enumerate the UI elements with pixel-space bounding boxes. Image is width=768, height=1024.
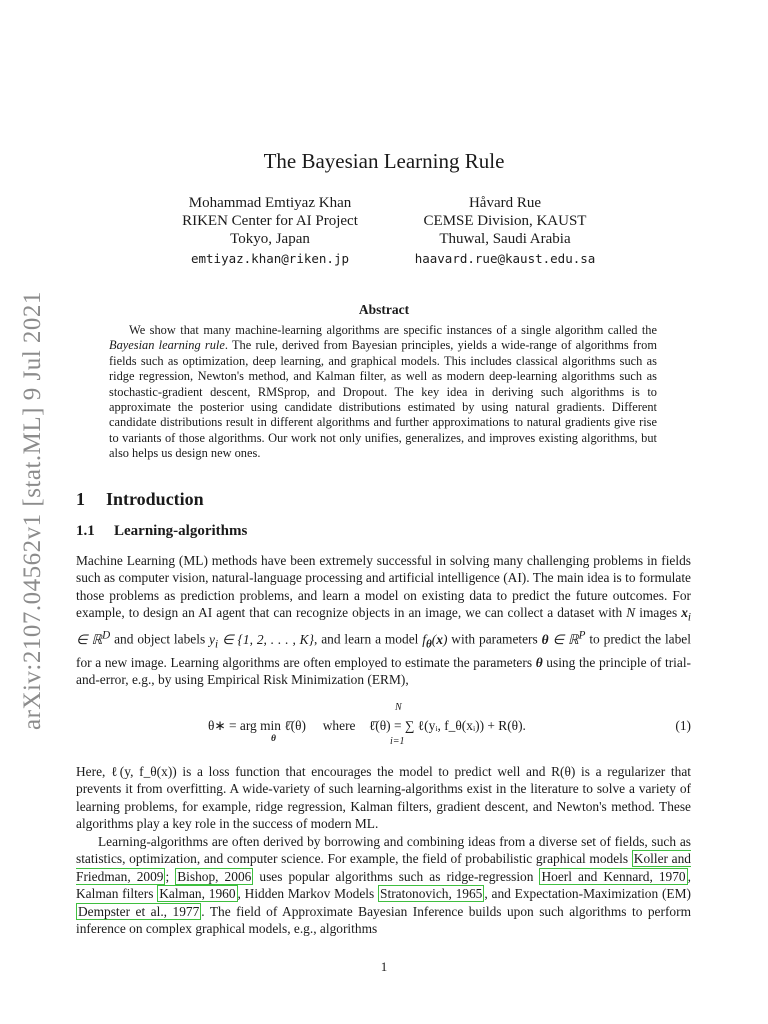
math-inline: $f_\theta(x)$ (422, 631, 448, 651)
subsection-heading (76, 523, 247, 540)
citation-link[interactable]: Bishop, 2006 (177, 868, 252, 884)
math-inline: θ (535, 654, 543, 670)
abstract-lead: We show that many machine-learning algorithms are specific instances of a single algorithm called the (129, 323, 657, 337)
text-run: , and Expectation-Maximization (EM) (484, 886, 691, 902)
author-affiliation: CEMSE Division, KAUST (423, 213, 587, 229)
author-name: Håvard Rue (468, 195, 542, 211)
text-run: images (635, 605, 682, 621)
equation-body (208, 718, 526, 734)
abstract-rest: . The rule, derived from Bayesian principles, yields a wide-range of algorithms from fields such as optimization, deep learning, and graphical models. This includes classical algorithms such as ridge regression, Newton's method, and Kalman filter, as well as modern deep-learning algorithms such as stochastic-gradient descent, RMSprop, and Dropout. The key idea in deriving such algorithms is to approximate the posterior using candidate distributions estimated by using natural gradients. Different candidate distributions result in different algorithms and further approximations to natural gradients give rise to variants of those algorithms. Our work not only unifies, generalizes, and improves existing algorithms, but also helps us design new ones. (109, 338, 657, 461)
author-block (385, 194, 625, 268)
math-inline: N (626, 605, 636, 621)
text-run: , Hidden Markov Models (237, 886, 379, 902)
equation-sum-lower: i=1 (390, 736, 405, 747)
subsection-title: Learning-algorithms (114, 523, 248, 539)
citation-link[interactable]: Kalman, 1960 (159, 886, 236, 902)
author-affiliation: RIKEN Center for AI Project (182, 213, 358, 229)
text-run: to predict the label for a new image. Learning algorithms are often employed to estimate the parameters (76, 631, 691, 670)
citation-link[interactable]: Stratonovich, 1965 (380, 886, 483, 902)
equation-number: (1) (675, 718, 691, 733)
abstract-emphasis: Bayesian learning rule (109, 338, 225, 353)
text-run: , Kalman filters (76, 868, 691, 902)
arxiv-stamp: arXiv:2107.04562v1 [stat.ML] 9 Jul 2021 (19, 291, 46, 730)
equation-argmin-subscript: θ (271, 734, 276, 744)
text-run: , and learn a model (313, 631, 423, 647)
equation-where: where (322, 718, 356, 733)
author-name: Mohammad Emtiyaz Khan (188, 195, 352, 211)
text-run: . The field of Approximate Bayesian Inference builds upon such algorithms to perform inference on complex graphical models, e.g., algorithms (76, 903, 691, 937)
subsection-number: 1.1 (76, 523, 95, 539)
citation-link[interactable]: Hoerl and Kennard, 1970 (541, 868, 686, 884)
text-run: uses popular algorithms such as ridge-regression (253, 868, 540, 884)
equation-right: ℓ̄(θ) = ∑ ℓ(yᵢ, f_θ(xᵢ)) + R(θ). (368, 718, 526, 733)
equation-left: θ∗ = arg min ℓ̄(θ) (208, 718, 307, 733)
text-run: using the principle of trial-and-error, e.g., by using Empirical Risk Minimization (ERM), (76, 654, 691, 688)
author-email[interactable]: haavard.rue@kaust.edu.sa (414, 251, 596, 266)
math-inline: x (681, 605, 688, 621)
author-email[interactable]: emtiyaz.khan@riken.jp (190, 251, 350, 266)
abstract-heading: Abstract (358, 302, 410, 317)
text-run: Learning-algorithms are often derived by borrowing and combining ideas from a diverse set of fields, such as statistics, optimization, and computer science. For example, the field of probabilistic graphical models (76, 834, 691, 867)
author-location: Tokyo, Japan (230, 231, 310, 247)
section-heading (76, 489, 204, 510)
paragraph (76, 833, 691, 937)
equation-1 (76, 702, 691, 750)
text-run: Machine Learning (ML) methods have been extremely successful in solving many challenging problems in fields such as computer vision, natural-language processing and artificial intelligence (AI). The main idea is to formulate those problems as prediction problems, and learn a model on existing data to predict the future outcomes. For example, to design an AI agent that can recognize objects in an image, we can collect a dataset with (76, 553, 691, 621)
paragraph: Here, ℓ(y, f_θ(x)) is a loss function that encourages the model to predict well and R(θ) is a regularizer that prevents it from overfitting. A wide-variety of such learning-algorithms exist in the literature to solve a variety of learning problems, for example, ridge regression, Kalman filters, gradient descent, and Newton's method. These algorithms play a key role in the success of modern ML. (76, 764, 691, 832)
text-run: with parameters (447, 631, 542, 647)
text-run: and object labels (110, 631, 210, 647)
math-inline: $_i$ ∈ ℝ$^D$ (76, 611, 692, 647)
abstract-text (109, 323, 657, 462)
citation-link[interactable]: Koller and Friedman, 2009 (76, 851, 692, 884)
equation-sum-upper: N (395, 702, 402, 713)
math-inline: $y_i$ ∈ {1, 2, . . . , K} (209, 631, 314, 651)
paper-title: The Bayesian Learning Rule (263, 149, 505, 173)
page-number: 1 (380, 959, 388, 974)
section-number: 1 (76, 489, 85, 509)
section-title: Introduction (106, 489, 204, 509)
text-run: ; (165, 868, 176, 884)
citation-link[interactable]: Dempster et al., 1977 (78, 903, 200, 919)
author-block (150, 194, 390, 268)
math-inline: θ ∈ ℝ$^P$ (541, 629, 586, 647)
paragraph (76, 552, 691, 689)
author-location: Thuwal, Saudi Arabia (439, 231, 571, 247)
